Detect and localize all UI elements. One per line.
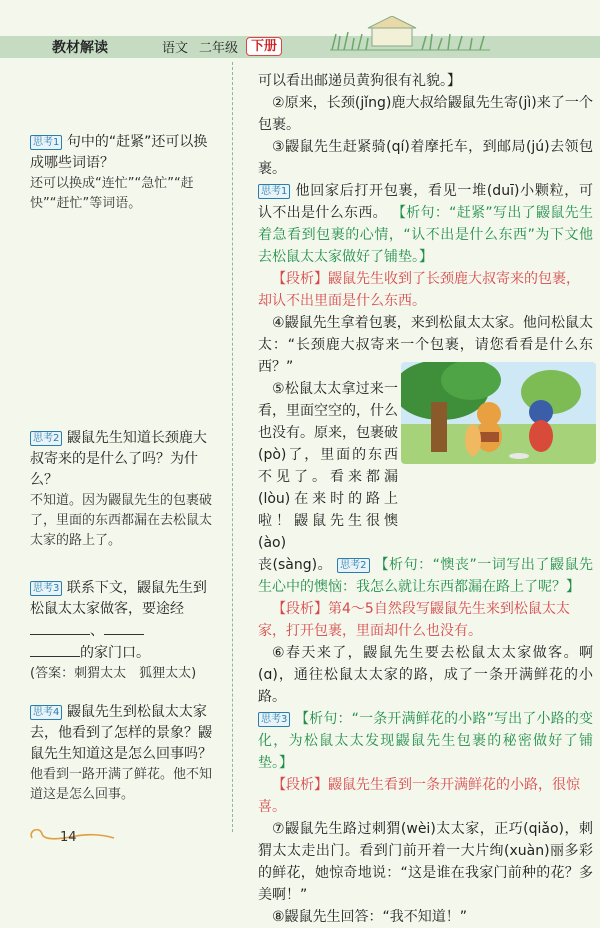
thinking-tag-3: 思考3: [30, 581, 62, 596]
story-illustration: [401, 362, 596, 464]
paragraph-6: ⑥春天来了，鼹鼠先生要去松鼠太太家做客。啊(ɑ)，通往松鼠太太家的路，成了一条开满鲜花的小路。: [258, 645, 593, 705]
analysis-3: 【析句：“一条开满鲜花的小路”写出了小路的变化，为松鼠太太发现鼹鼠先生包裹的秘密做好了铺垫。】: [258, 711, 593, 771]
section-analysis-3: 【段析】鼹鼠先生看到一条开满鲜花的小路，很惊喜。: [258, 777, 580, 815]
section-analysis-1: 【段析】鼹鼠先生收到了长颈鹿大叔寄来的包裹，却认不出里面是什么东西。: [258, 271, 580, 309]
answer-3: (答案：刺猬太太 狐狸太太): [30, 666, 197, 681]
blank-1: [30, 620, 90, 635]
section-analysis-2: 【段析】第4～5自然段写鼹鼠先生来到松鼠太太家，打开包裹，里面却什么也没有。: [258, 601, 570, 639]
question-1: [30, 132, 220, 214]
question-4-text: 鼹鼠先生到松鼠太太家去，他看到了怎样的景象？鼹鼠先生知道这是怎么回事吗？: [30, 704, 212, 762]
paragraph-5: ⑤松鼠太太拿过来一看，里面空空的，什么也没有。原来，包裹破(pò)了，里面的东西不见了。看来都漏(lòu)在来时的路上啦！鼹鼠先生很懊(ào): [258, 381, 398, 551]
volume-badge: 下册: [246, 37, 282, 56]
question-2-text: 鼹鼠先生知道长颈鹿大叔寄来的是什么了吗？为什么？: [30, 430, 207, 488]
thinking-tag-2: 思考2: [30, 431, 62, 446]
subject-label: 语文: [162, 41, 189, 56]
book-title: 教材解读: [52, 40, 108, 56]
question-3-text: 联系下文，鼹鼠先生到松鼠太太家做客，要途经: [30, 580, 207, 617]
thinking-tag-1: 思考1: [30, 135, 62, 150]
paragraph-4: ④鼹鼠先生拿着包裹，来到松鼠太太家。他问松鼠太太：“长颈鹿大叔寄来一个包裹，请您看看是什么东西？”: [258, 315, 593, 375]
thinking-tag-1-main: 思考1: [258, 184, 290, 199]
page-number: 14: [60, 830, 77, 845]
blank-3: [30, 642, 80, 657]
question-4: [30, 702, 220, 805]
main-text: [258, 70, 593, 928]
thinking-tag-3-main: 思考3: [258, 712, 290, 727]
text-line-0: 可以看出邮递员黄狗很有礼貌。】: [258, 73, 461, 89]
analysis-1: 【析句：“赶紧”写出了鼹鼠先生着急看到包裹的心情，“认不出是什么东西”为下文他去松鼠太太家做好了铺垫。】: [258, 205, 594, 265]
grade-label: 二年级: [199, 41, 239, 56]
paragraph-8: ⑧鼹鼠先生回答：“我不知道！”: [272, 909, 468, 925]
grass-illustration-icon: [330, 16, 490, 52]
question-3: 思考3 联系下文，鼹鼠先生到松鼠太太家做客，要途经 、 的家门口。 (答案：刺猬太太 狐狸太太): [30, 578, 220, 684]
blank-2: [104, 620, 144, 635]
answer-1: 还可以换成“连忙”“急忙”“赶快”“赶忙”等词语。: [30, 176, 194, 211]
question-1-text: 句中的“赶紧”还可以换成哪些词语？: [30, 134, 208, 171]
paragraph-3-cont: 他回家后打开包裹，看见一堆(duī)小颗粒，可认不出是什么东西。: [258, 183, 593, 221]
answer-2: 不知道。因为鼹鼠先生的包裹破了，里面的东西都漏在去松鼠太太家的路上了。: [30, 493, 213, 548]
question-2: [30, 428, 220, 551]
thinking-tag-2-main: 思考2: [337, 558, 369, 573]
paragraph-5-end: 丧(sàng)。: [258, 557, 333, 573]
page-header: [0, 0, 600, 62]
paragraph-7: ⑦鼹鼠先生路过刺猬(wèi)太太家，正巧(qiǎo)，刺猬太太走出门。看到门前开着一大片绚(xuàn)丽多彩的鲜花，她惊奇地说：“这是谁在我家门前种的花？多美啊！”: [258, 821, 593, 903]
thinking-tag-4: 思考4: [30, 705, 62, 720]
question-3-end: 的家门口。: [80, 645, 150, 661]
paragraph-3: ③鼹鼠先生赶紧骑(qí)着摩托车，到邮局(jú)去领包裹。: [258, 139, 593, 177]
answer-4: 他看到一路开满了鲜花。他不知道这是怎么回事。: [30, 767, 213, 802]
paragraph-2: ②原来，长颈(jǐng)鹿大叔给鼹鼠先生寄(jì)来了一个包裹。: [258, 95, 593, 133]
analysis-2: 【析句：“懊丧”一词写出了鼹鼠先生心中的懊恼：我怎么就让东西都漏在路上了呢？】: [258, 557, 593, 595]
